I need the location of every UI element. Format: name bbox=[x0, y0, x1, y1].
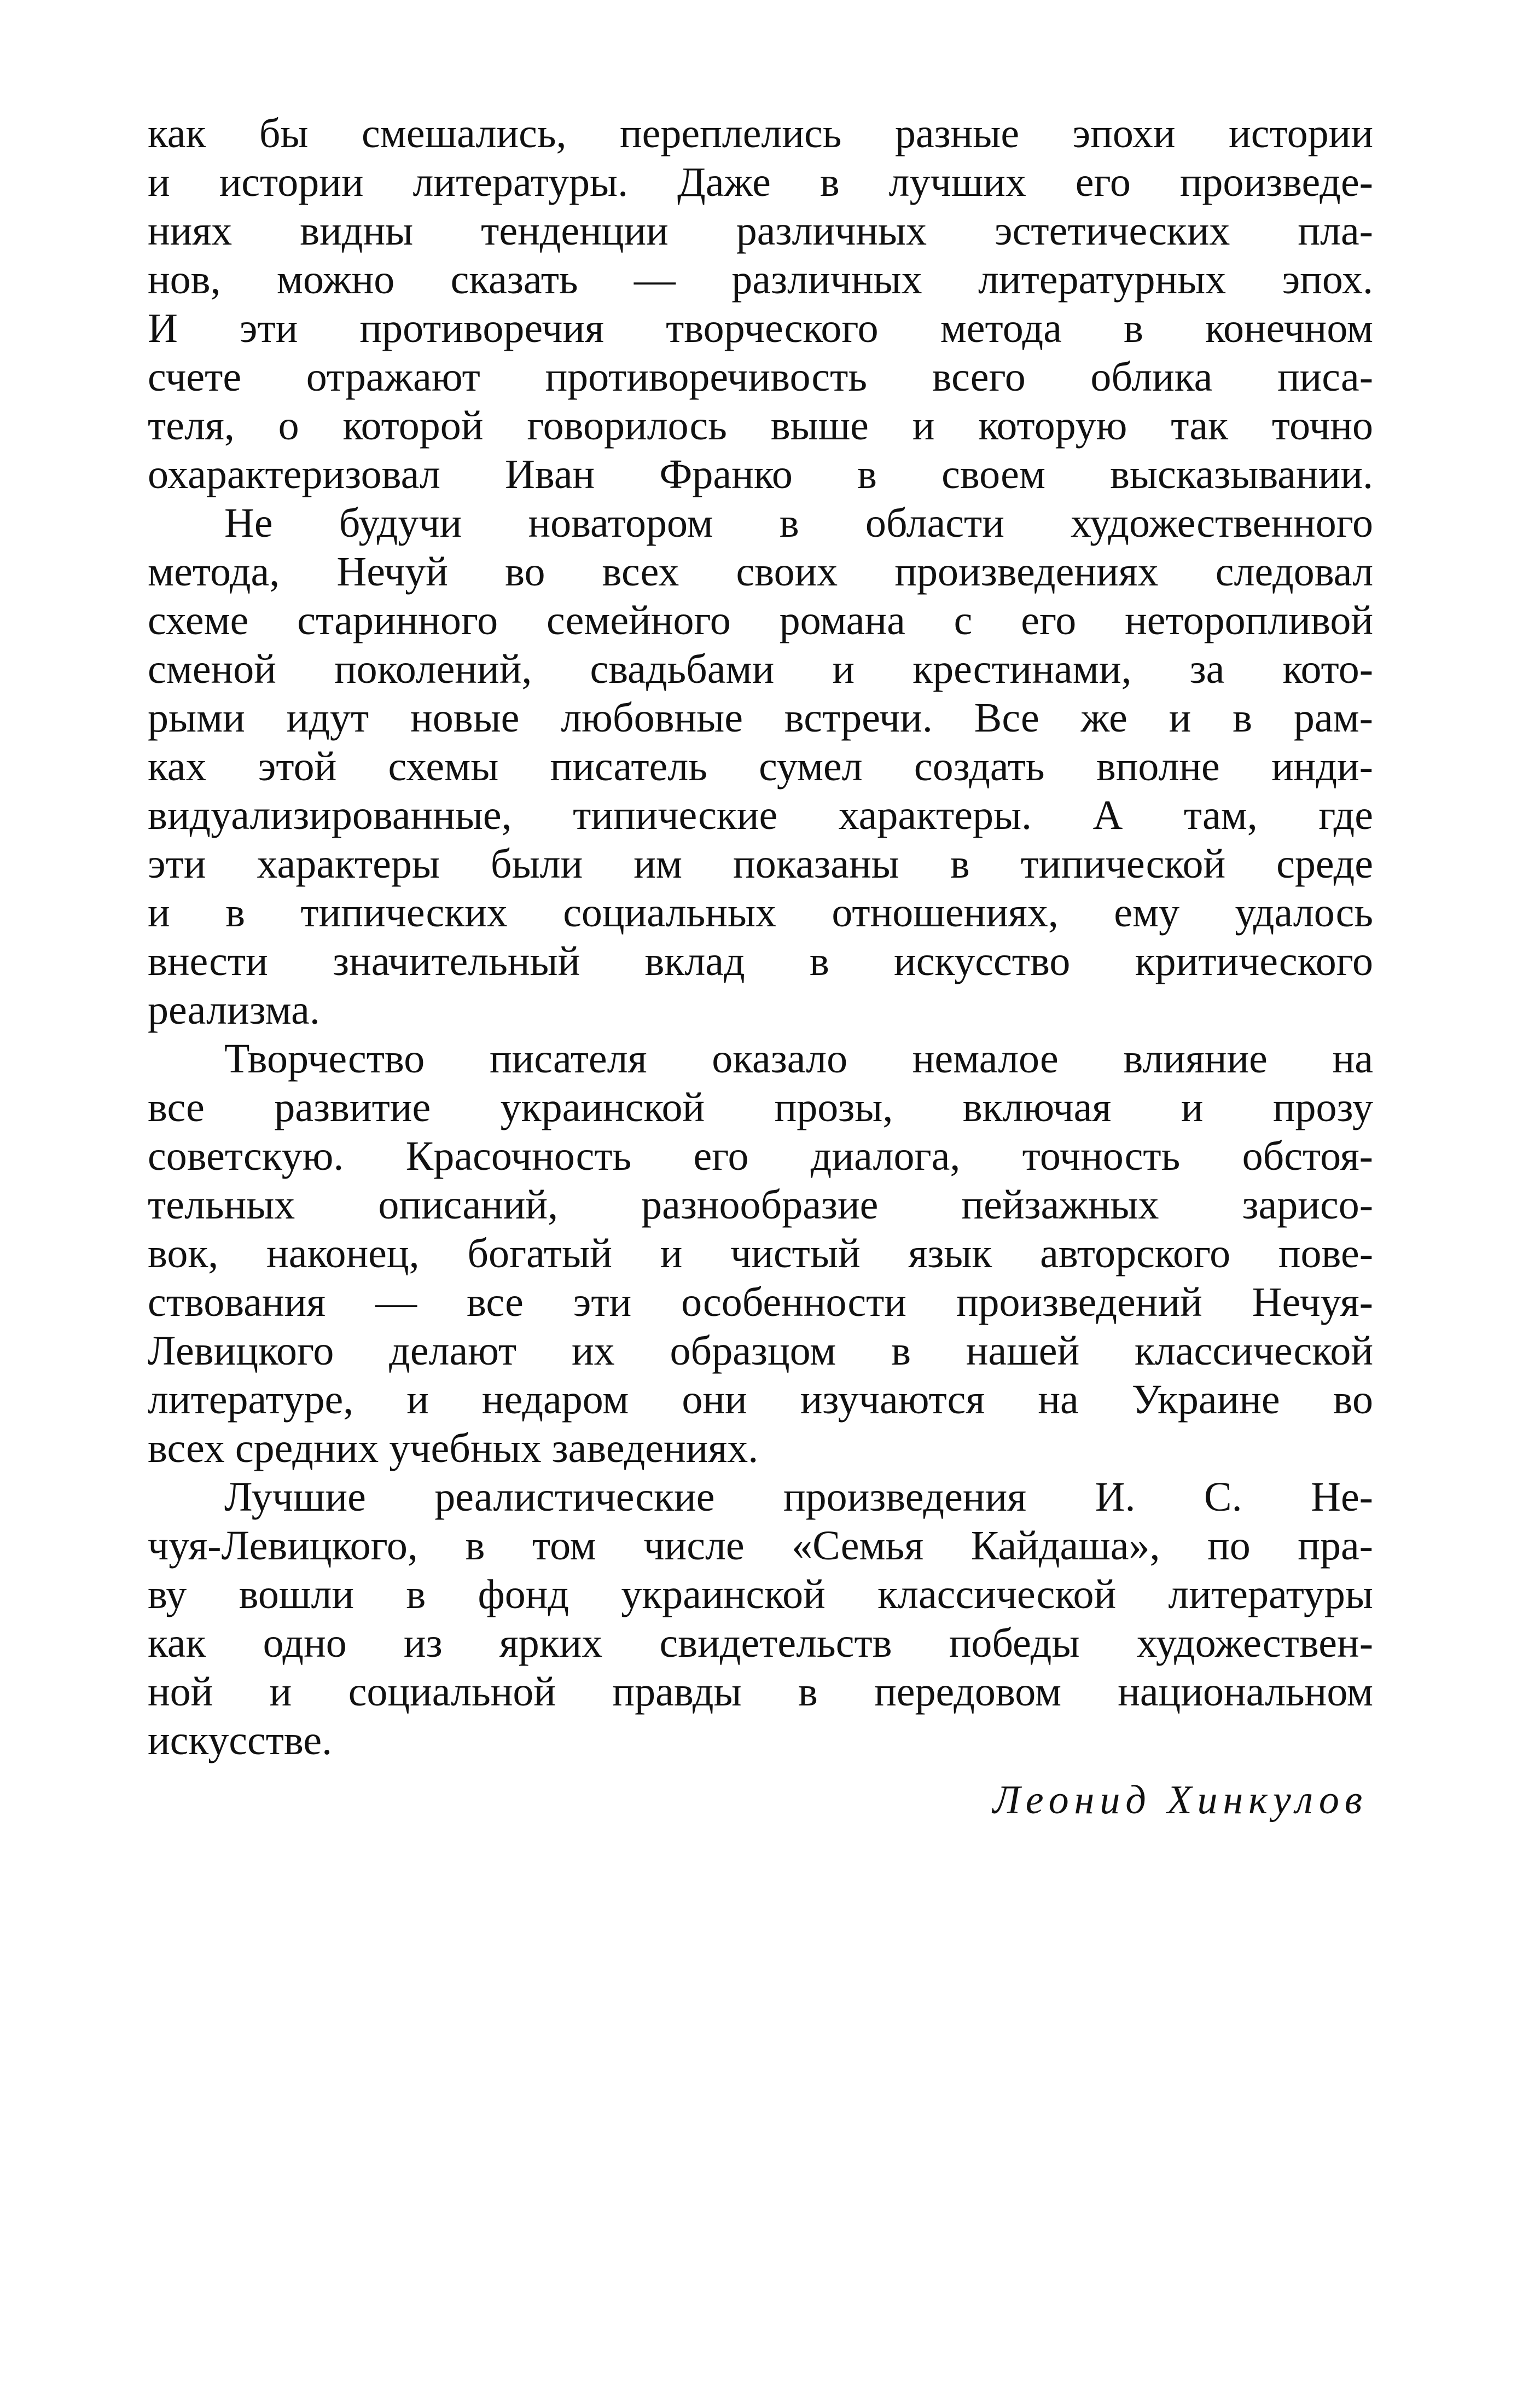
text-line: рыми идут новые любовные встречи. Все же и в рам- bbox=[148, 695, 1373, 741]
paragraph-4 bbox=[148, 1473, 1373, 1765]
text-line: Лучшие реалистические произведения И. С. Не- bbox=[224, 1474, 1373, 1520]
author-signature: Леонид Хинкулов bbox=[992, 1778, 1368, 1823]
text-line: ствования — все эти особенности произведений Нечуя- bbox=[148, 1279, 1373, 1325]
text-line: счете отражают противоречивость всего облика писа- bbox=[148, 354, 1373, 400]
text-line: чуя-Левицкого, в том числе «Семья Кайдаша», по пра- bbox=[148, 1523, 1373, 1569]
text-line: эти характеры были им показаны в типической среде bbox=[148, 841, 1373, 887]
text-line: всех средних учебных заведениях. bbox=[148, 1425, 759, 1471]
text-line: ву вошли в фонд украинской классической литературы bbox=[148, 1571, 1373, 1617]
text-line: Творчество писателя оказало немалое влияние на bbox=[224, 1036, 1373, 1082]
text-line: искусстве. bbox=[148, 1717, 333, 1763]
text-line: сменой поколений, свадьбами и крестинами, за кото- bbox=[148, 646, 1373, 692]
paragraph-2 bbox=[148, 499, 1373, 1035]
text-line: И эти противоречия творческого метода в конечном bbox=[148, 305, 1373, 351]
text-line: нов, можно сказать — различных литературных эпох. bbox=[148, 257, 1373, 303]
text-line: схеме старинного семейного романа с его неторопливой bbox=[148, 597, 1373, 643]
text-line: ниях видны тенденции различных эстетических пла- bbox=[148, 208, 1373, 254]
text-line: ках этой схемы писатель сумел создать вполне инди- bbox=[148, 744, 1373, 790]
text-line: реализма. bbox=[148, 987, 320, 1033]
text-line: и в типических социальных отношениях, ему удалось bbox=[148, 890, 1373, 936]
text-line: охарактеризовал Иван Франко в своем высказывании. bbox=[148, 451, 1373, 497]
text-line: метода, Нечуй во всех своих произведениях следовал bbox=[148, 549, 1373, 595]
text-line: тельных описаний, разнообразие пейзажных зарисо- bbox=[148, 1182, 1373, 1228]
text-line: как одно из ярких свидетельств победы художествен- bbox=[148, 1620, 1373, 1666]
text-line: и истории литературы. Даже в лучших его произведе- bbox=[148, 159, 1373, 205]
text-line: советскую. Красочность его диалога, точность обстоя- bbox=[148, 1133, 1373, 1179]
text-line: ной и социальной правды в передовом национальном bbox=[148, 1669, 1373, 1715]
text-line: вок, наконец, богатый и чистый язык авторского пове- bbox=[148, 1231, 1373, 1276]
paragraph-1 bbox=[148, 109, 1373, 499]
text-line: Левицкого делают их образцом в нашей классической bbox=[148, 1328, 1373, 1374]
text-line: как бы смешались, переплелись разные эпохи истории bbox=[148, 111, 1373, 156]
text-line: внести значительный вклад в искусство критического bbox=[148, 938, 1373, 984]
paragraph-3 bbox=[148, 1035, 1373, 1473]
text-line: видуализированные, типические характеры. А там, где bbox=[148, 792, 1373, 838]
text-line: все развитие украинской прозы, включая и прозу bbox=[148, 1084, 1373, 1130]
text-line: теля, о которой говорилось выше и которую так точно bbox=[148, 403, 1373, 449]
text-line: литературе, и недаром они изучаются на Украине во bbox=[148, 1377, 1373, 1423]
text-line: Не будучи новатором в области художественного bbox=[224, 500, 1373, 546]
page-text bbox=[148, 109, 1373, 1825]
